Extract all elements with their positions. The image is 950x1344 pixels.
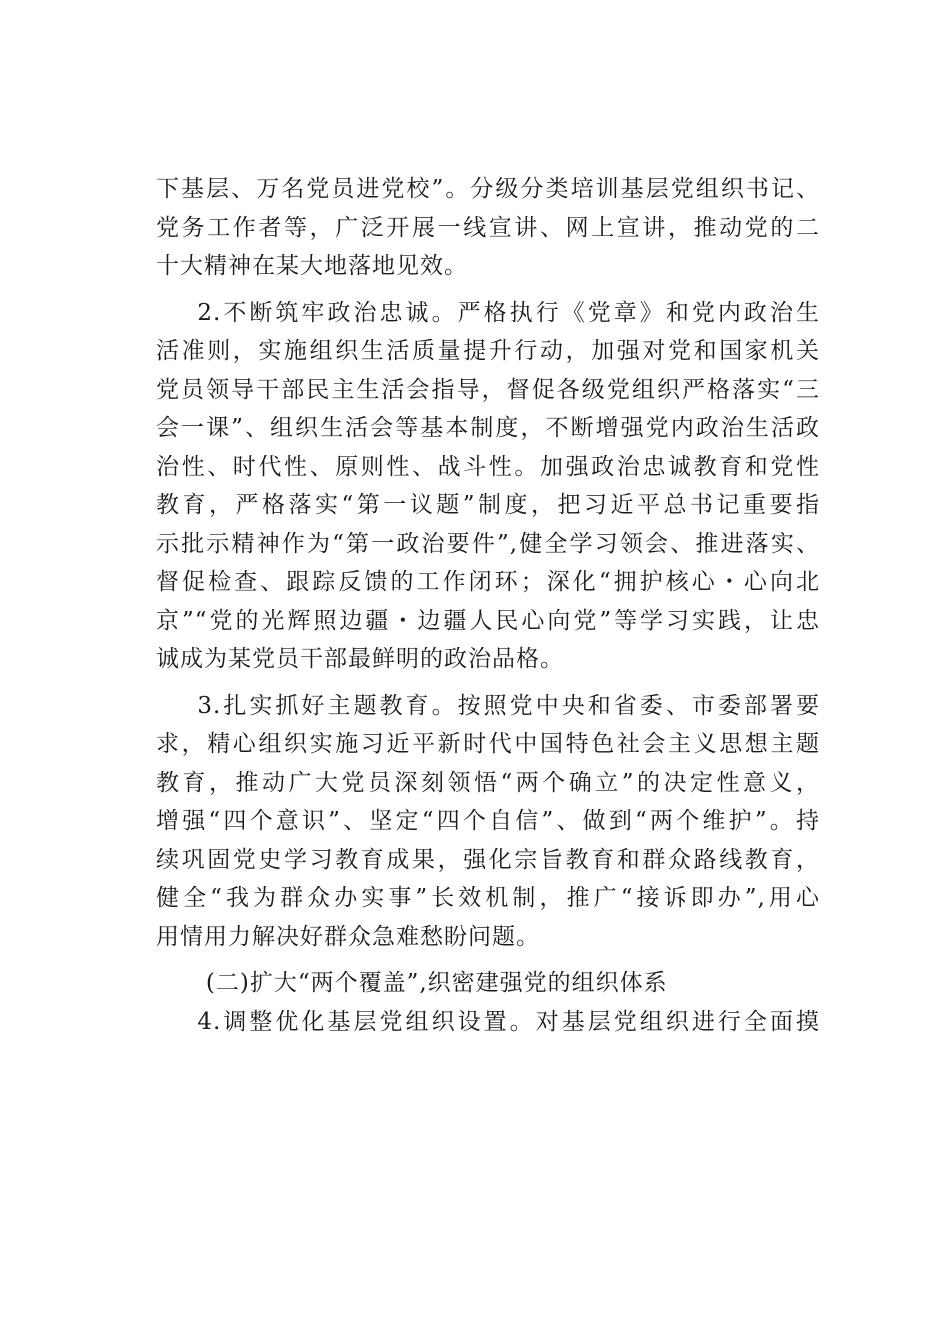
paragraph-heading-2: 2.不断筑牢政治忠诚。严格执行《党章》和党内政治生 [156,299,820,326]
paragraph-heading-4: 4.调整优化基层党组织设置。对基层党组织进行全面摸 [156,1008,820,1035]
text-line: 教育，推动广大党员深刻领悟“两个确立”的决定性意义， [156,769,820,796]
text-line: 京”“党的光辉照边疆・边疆人民心向党”等学习实践，让忠 [156,607,820,634]
text-line: 活准则，实施组织生活质量提升行动，加强对党和国家机关 [156,338,820,364]
text-line: 十大精神在某大地落地见效。 [156,253,468,279]
body-text [156,170,820,1041]
text-line: 健全“我为群众办实事”长效机制，推广“接诉即办”,用心 [156,885,820,911]
text-line: 诚成为某党员干部最鲜明的政治品格。 [156,646,564,672]
text-line: 会一课”、组织生活会等基本制度，不断增强党内政治生活政 [156,415,820,441]
text-line: 求，精心组织实施习近平新时代中国特色社会主义思想主题 [156,731,820,757]
text-line: 党员领导干部民主生活会指导，督促各级党组织严格落实“三 [156,376,820,403]
text-line: 督促检查、跟踪反馈的工作闭环；深化“拥护核心・心向北 [156,569,820,595]
text-line: 下基层、万名党员进党校”。分级分类培训基层党组织书记、 [156,176,820,202]
text-line: 示批示精神作为“第一政治要件”,健全学习领会、推进落实、 [156,530,820,557]
text-line: 教育，严格落实“第一议题”制度，把习近平总书记重要指 [156,492,820,518]
paragraph-heading-3: 3.扎实抓好主题教育。按照党中央和省委、市委部署要 [156,692,820,719]
text-line: 用情用力解决好群众急难愁盼问题。 [156,923,540,950]
text-line: 治性、时代性、原则性、战斗性。加强政治忠诚教育和党性 [156,453,820,480]
text-line: 党务工作者等，广泛开展一线宣讲、网上宣讲，推动党的二 [156,214,820,241]
section-heading: (二)扩大“两个覆盖”,织密建强党的组织体系 [156,970,668,996]
text-line: 增强“四个意识”、坚定“四个自信”、做到“两个维护”。持 [156,808,820,834]
text-line: 续巩固党史学习教育成果，强化宗旨教育和群众路线教育， [156,846,820,873]
